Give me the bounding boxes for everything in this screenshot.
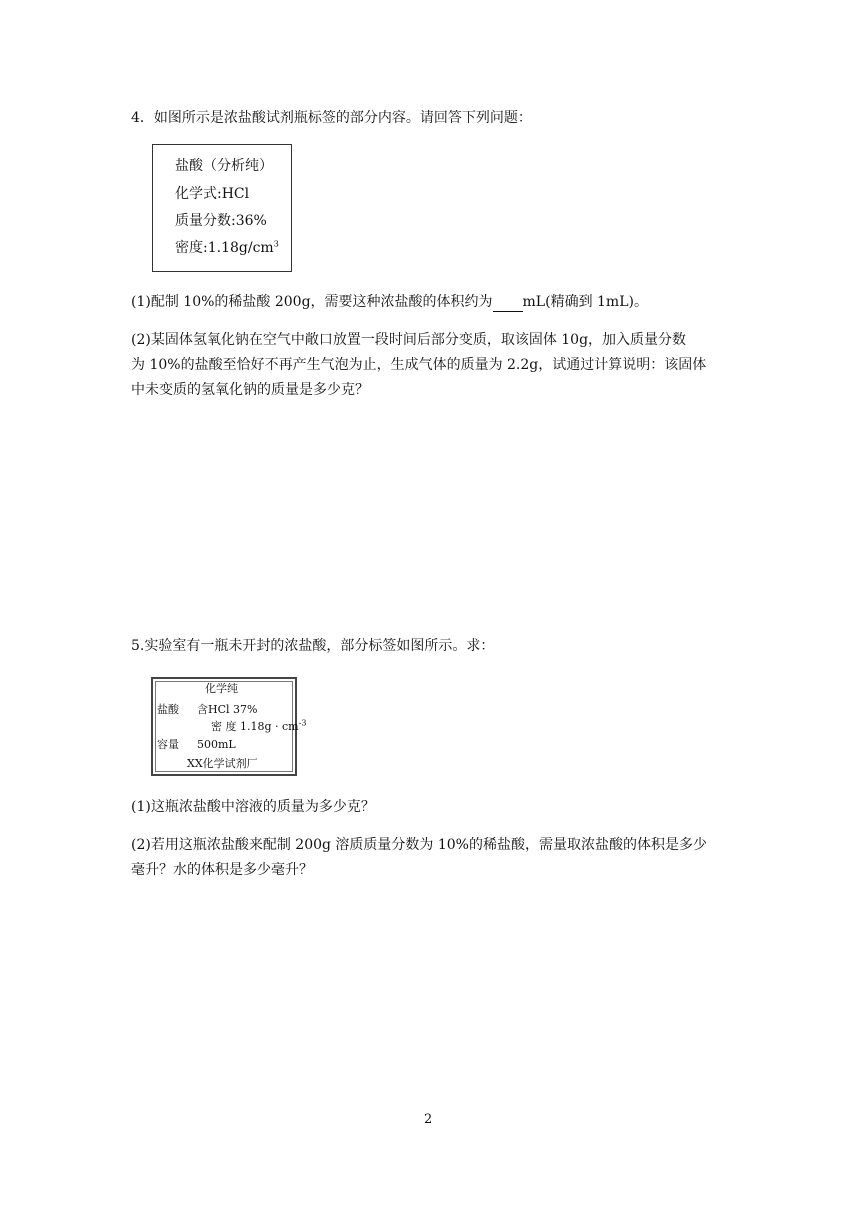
q4-label-density: 密度$:1.18g/cm^3$ [175,239,279,256]
q5-label-capacity-value: 500mL [197,738,236,751]
q4-part1: (1)配制 10%的稀盐酸 200g，需要这种浓盐酸的体积约为 mL(精确到 1mL)。 [131,294,648,310]
q4-part2-line2: 为 10%的盐酸至恰好不再产生气泡为止，生成气体的质量为 2.2g，试通过计算说明：该固体 [131,357,707,373]
q5-label-capacity: 容量 [157,738,179,751]
q4-stem: 4．如图所示是浓盐酸试剂瓶标签的部分内容。请回答下列问题： [131,110,532,126]
q5-label-content: 含HCl 37% [197,703,258,716]
q4-reagent-label [152,144,292,272]
answer-blank[interactable] [493,297,523,312]
q5-part2-line2: 毫升？水的体积是多少毫升？ [131,862,313,878]
q4-part2-line3: 中未变质的氢氧化钠的质量是多少克？ [131,382,369,398]
q4-part2-line1: (2)某固体氢氧化钠在空气中敞口放置一段时间后部分变质，取该固体 10g，加入质量分数 [131,332,687,348]
q4-label-formula: 化学式:HCl [175,186,250,202]
q5-label-name: 盐酸 [157,703,179,716]
q5-part2-line1: (2)若用这瓶浓盐酸来配制 200g 溶质质量分数为 10%的稀盐酸，需量取浓盐酸的体积是多少 [131,837,707,853]
q4-label-name: 盐酸（分析纯） [175,158,273,174]
q5-label-grade: 化学纯 [205,682,238,695]
q5-stem: 5.实验室有一瓶未开封的浓盐酸，部分标签如图所示。求： [131,638,495,654]
q4-label-mass-fraction: 质量分数:36% [175,213,267,229]
page-number: 2 [424,1112,433,1127]
q5-label-maker: XX化学试剂厂 [187,757,258,770]
q5-part1: (1)这瓶浓盐酸中溶液的质量为多少克？ [131,799,375,815]
q5-label-density: 密 度 $1.18g \cdot cm^{-3}$ [211,718,307,733]
q5-reagent-label [151,677,307,776]
